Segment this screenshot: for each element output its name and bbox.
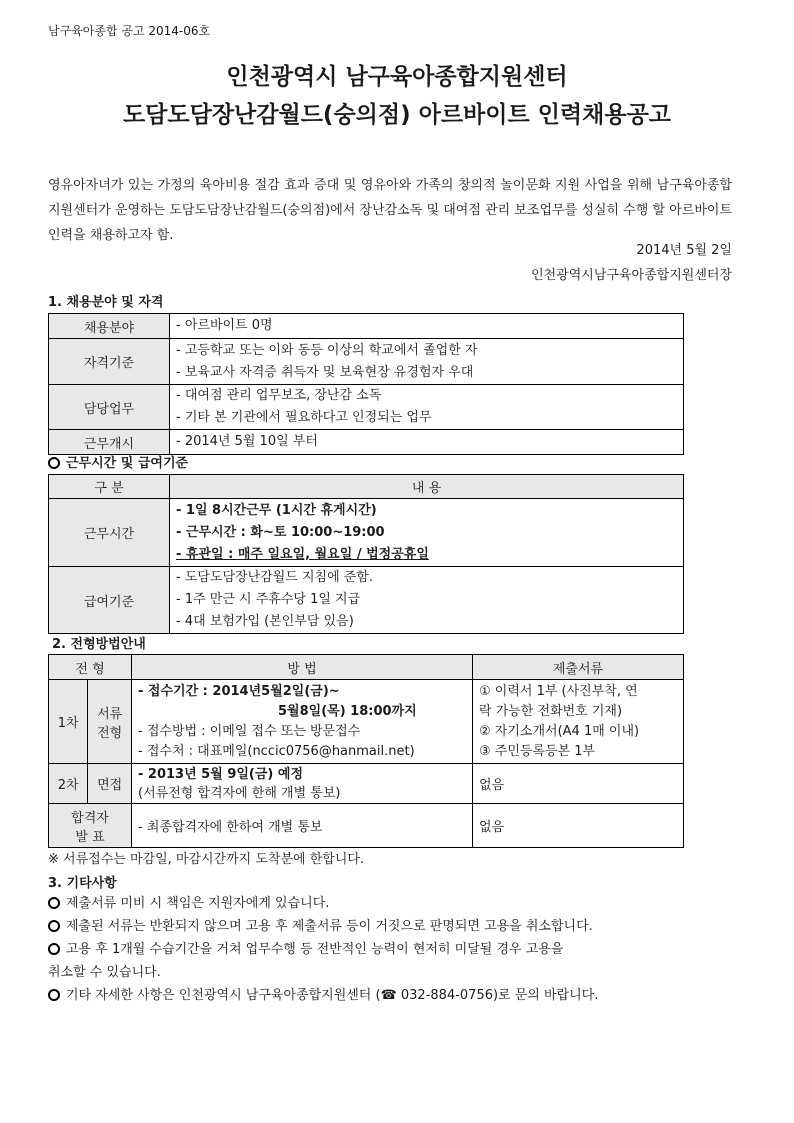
section2-heading: 2. 전형방법안내 — [52, 637, 146, 652]
content-line: ③ 주민등록등본 1부 — [479, 743, 596, 759]
row-label: 채용분야 — [49, 314, 170, 339]
type-cell: 면접 — [88, 764, 132, 804]
content-line: 5월8일(목) 18:00까지 — [278, 703, 417, 719]
work-table — [48, 474, 684, 634]
table-row — [49, 567, 684, 634]
table-header-row — [49, 655, 684, 680]
docs-cell: 없음 — [473, 764, 684, 804]
content-line: - 고등학교 또는 이와 동등 이상의 학교에서 졸업한 자 — [176, 342, 478, 358]
list-item — [48, 938, 738, 961]
table-row — [49, 385, 684, 430]
list-item — [48, 915, 738, 938]
item-text: 제출된 서류는 반환되지 않으며 고용 후 제출서류 등이 거짓으로 판명되면 고용을 취소합니다. — [66, 919, 593, 934]
content-line: ② 자기소개서(A4 1매 이내) — [479, 723, 640, 739]
header-cell: 방 법 — [132, 655, 473, 680]
item-text: 기타 자세한 사항은 인천광역시 남구육아종합지원센터 (☎ 032-884-0756)로 문의 바랍니다. — [66, 988, 599, 1003]
content-line: - 1주 만근 시 주휴수당 1일 지급 — [176, 592, 361, 607]
table-row — [49, 499, 684, 567]
row-content — [170, 499, 684, 567]
content-line: ① 이력서 1부 (사진부착, 연 — [479, 683, 638, 699]
content-line: (서류전형 합격자에 한해 개별 통보) — [138, 785, 341, 801]
header-cell: 내 용 — [170, 475, 684, 499]
work-section-heading — [48, 452, 188, 471]
content-line: - 근무시간 : 화~토 10:00~19:00 — [176, 524, 385, 540]
circle-bullet-icon — [48, 989, 60, 1001]
label-line: 합격자 — [71, 810, 109, 826]
row-content — [170, 567, 684, 634]
header-cell: 제출서류 — [473, 655, 684, 680]
table-row — [49, 680, 684, 764]
content-line: - 도담도담장난감월드 지침에 준함. — [176, 570, 374, 585]
header-cell: 전 형 — [49, 655, 132, 680]
content-line: - 아르바이트 0명 — [176, 318, 273, 333]
item-text: 제출서류 미비 시 책임은 지원자에게 있습니다. — [66, 896, 330, 911]
type-line: 전형 — [97, 725, 123, 741]
content-line: - 대여점 관리 업무보조, 장난감 소독 — [176, 388, 382, 403]
submission-note: ※ 서류접수는 마감일, 마감시간까지 도착분에 한합니다. — [48, 852, 365, 867]
table-row — [49, 314, 684, 339]
misc-list — [48, 892, 738, 1007]
document-number: 남구육아종합 공고 2014-06호 — [48, 24, 211, 38]
label-line: 발 표 — [75, 829, 105, 845]
row-content — [170, 385, 684, 430]
stage-cell: 1차 — [49, 680, 88, 764]
stage-cell: 2차 — [49, 764, 88, 804]
method-cell — [132, 680, 473, 764]
row-content — [170, 314, 684, 339]
content-line: - 접수방법 : 이메일 접수 또는 방문접수 — [138, 723, 361, 739]
row-content — [170, 430, 684, 455]
content-line: - 접수처 : 대표메일(nccic0756@hanmail.net) — [138, 743, 415, 759]
content-line: - 휴관일 : 매주 일요일, 월요일 / 법정공휴일 — [176, 546, 429, 562]
row-label: 급여기준 — [49, 567, 170, 634]
list-item — [48, 892, 738, 915]
qualification-table — [48, 313, 684, 455]
docs-cell: 없음 — [473, 804, 684, 848]
row-label: 근무개시 — [49, 430, 170, 455]
row-label: 근무시간 — [49, 499, 170, 567]
item-text: 고용 후 1개월 수습기간을 거쳐 업무수행 등 전반적인 능력이 현저히 미달될 경우 고용을 — [66, 942, 564, 957]
type-line: 서류 — [97, 706, 123, 722]
announcement-date: 2014년 5월 2일 — [636, 243, 732, 258]
selection-table — [48, 654, 684, 848]
work-heading-text: 근무시간 및 급여기준 — [66, 456, 189, 471]
content-line: - 보육교사 자격증 취득자 및 보육현장 유경험자 우대 — [176, 364, 474, 380]
row-label: 담당업무 — [49, 385, 170, 430]
type-cell — [88, 680, 132, 764]
intro-paragraph: 영유아자녀가 있는 가정의 육아비용 절감 효과 증대 및 영유아와 가족의 창의적 놀이문화 지원 사업을 위해 남구육아종합지원센터가 운영하는 도담도담장난감월드(숭의점)에서 장난감소독 및 대여점 관리 보조업무를 성실히 수행 할 아르바이트 인력을 채용하고자 함. — [48, 178, 732, 243]
header-cell: 구 분 — [49, 475, 170, 499]
announcement-sender: 인천광역시남구육아종합지원센터장 — [531, 268, 732, 283]
table-row — [49, 339, 684, 385]
method-cell — [132, 764, 473, 804]
content-line: - 1일 8시간근무 (1시간 휴게시간) — [176, 502, 377, 518]
table-row — [49, 804, 684, 848]
circle-bullet-icon — [48, 920, 60, 932]
circle-bullet-icon — [48, 457, 60, 469]
docs-cell — [473, 680, 684, 764]
row-label: 자격기준 — [49, 339, 170, 385]
content-line: - 접수기간 : 2014년5월2일(금)~ — [138, 683, 340, 699]
list-item — [48, 984, 738, 1007]
table-row — [49, 430, 684, 455]
content-line: 락 가능한 전화번호 기재) — [479, 703, 623, 719]
circle-bullet-icon — [48, 943, 60, 955]
section3-heading: 3. 기타사항 — [48, 876, 117, 891]
announce-label-cell — [49, 804, 132, 848]
method-cell: - 최종합격자에 한하여 개별 통보 — [132, 804, 473, 848]
table-header-row — [49, 475, 684, 499]
row-content — [170, 339, 684, 385]
content-line: - 기타 본 기관에서 필요하다고 인정되는 업무 — [176, 410, 432, 425]
circle-bullet-icon — [48, 897, 60, 909]
title-line-2: 도담도담장난감월드(숭의점) 아르바이트 인력채용공고 — [122, 102, 672, 128]
table-row — [49, 764, 684, 804]
title-block — [0, 58, 794, 134]
title-line-1: 인천광역시 남구육아종합지원센터 — [226, 64, 568, 90]
content-line: - 2014년 5월 10일 부터 — [176, 434, 318, 449]
section1-heading: 1. 채용분야 및 자격 — [48, 295, 164, 310]
content-line: - 4대 보험가입 (본인부담 있음) — [176, 614, 354, 629]
content-line: - 2013년 5월 9일(금) 예정 — [138, 766, 304, 782]
list-item-continuation: 취소할 수 있습니다. — [48, 965, 161, 980]
